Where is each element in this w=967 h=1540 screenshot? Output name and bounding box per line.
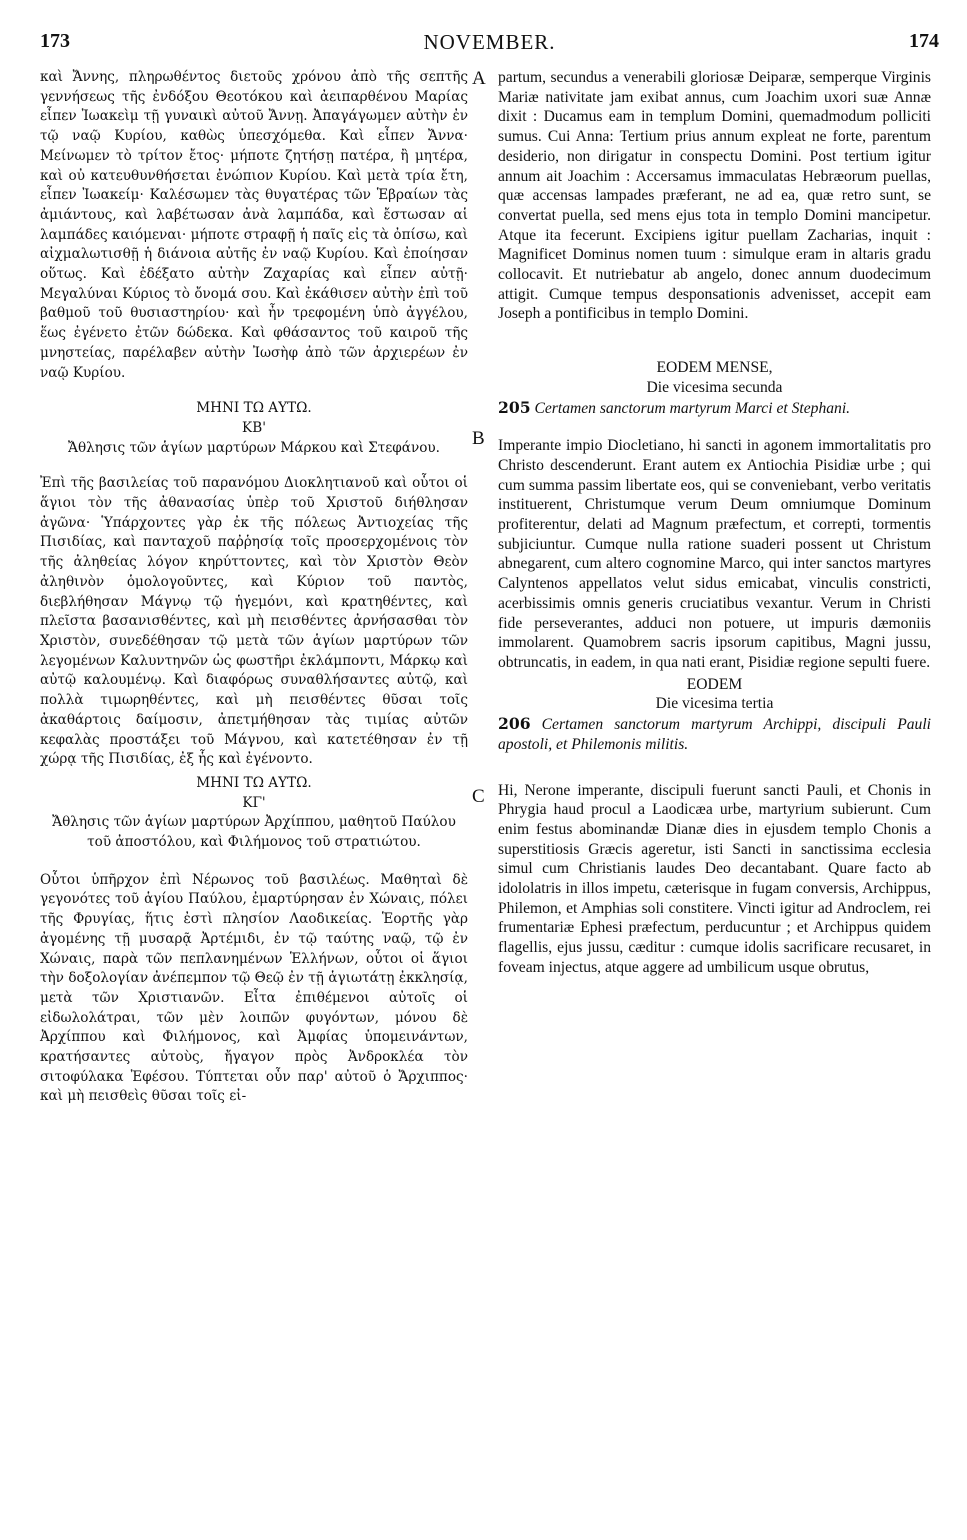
greek-heading-2: ΜΗΝΙ ΤΩ ΑΥΤΩ. [196,774,312,791]
latin-title-2: Certamen sanctorum martyrum Archippi, discipuli Pauli apostoli, et Philemonis militis. [498,716,931,753]
entry-number-206: 206 [498,714,531,734]
margin-marker-c: C [472,786,485,807]
greek-paragraph-1: καὶ Ἄννης, πληρωθέντος διετοῦς χρόνου ἀπὸ τῆς σεπτῆς γεννήσεως τῆς ἐνδόξου Θεοτόκου καὶ ἀειπαρθένου Μαρίας εἶπεν Ἰωακεὶμ τῇ γυναικὶ αὐτοῦ Ἄννῃ. Ἀπαγάγωμεν αὐτὴν ἐν τῷ ναῷ Κυρίου, καθὼς ὑπεσχόμεθα. Καὶ εἶπεν Ἄννα· Μείνωμεν τὸ τρίτον ἔτος· μήποτε ζητήσῃ πατέρα, ἢ μητέρα, καὶ οὐ κατευθυνθήσεται ἐνώπιον Κυρίου. Καὶ μετὰ τρία ἔτη, εἶπεν Ἰωακείμ· Καλέσωμεν τὰς θυγατέρας τῶν Ἑβραίων τὰς ἀμιάντους, καὶ λαβέτωσαν ἀνὰ λαμπάδα, καὶ ἔστωσαν αἱ λαμπάδες καιόμεναι· μήποτε στραφῇ ἡ παῖς εἰς τὰ ὀπίσω, καὶ αἰχμαλωτισθῇ ἡ διάνοια αὐτῆς ἐν ναῷ Κυρίου. Καὶ ἐποίησαν οὕτως. Καὶ ἐδέξατο αὐτὴν Ζαχαρίας καὶ εἶπεν αὐτῇ· Μεγαλύναι Κύριος τὸ ὄνομά σου. Καὶ ἐκάθισεν αὐτὴν ἐπὶ τοῦ βαθμοῦ τοῦ θυσιαστηρίου· καὶ ἦν τρεφομένη ὑπὸ ἀγγέλου, ἕως ἐγένετο ἐτῶν δώδεκα. Καὶ φθάσαντος τοῦ καιροῦ τῆς μνηστείας, παρέλαβεν αὐτὴν Ἰωσὴφ ἀπὸ τῶν ἀρχιερέων ἐν ναῷ Κυρίου. [40,69,468,381]
latin-heading-2: EODEM [686,675,743,693]
page-number-right: 174 [909,30,939,52]
latin-subheading-1: Die vicesima secunda [646,378,783,396]
latin-column [498,68,931,978]
greek-paragraph-2: Ἐπὶ τῆς βασιλείας τοῦ παρανόμου Διοκλητιανοῦ καὶ οὗτοι οἱ ἅγιοι τὸν τῆς ἀθανασίας ὑπὲρ τοῦ Χριστοῦ διήθλησαν ἀγῶνα· Ὑπάρχοντες γὰρ ἐκ τῆς πόλεως Ἀντιοχείας τῆς Πισιδίας, καὶ πανταχοῦ παῤῥησίᾳ τοῖς προσερχομένοις τὸν τῆς ἀληθείας λόγον κηρύττοντες, καὶ τὸν Χριστὸν Θεὸν ἀληθινὸν ὁμολογοῦντες, καὶ Κύριον τοῦ παντὸς, διεβλήθησαν Μάγνῳ τῷ ἡγεμόνι, καὶ κρατηθέντες, καὶ πλεῖστα βασανισθέντες, καὶ μὴ πεισθέντες ἀρνήσασθαι τὸν Χριστὸν, συνεδέθησαν τῷ μετὰ τῶν ἁγίων μαρτύρων τῶν λεγομένων Καλυντηνῶν ὡς φωστῆρι ἐκλάμποντι, Μάρκῳ καὶ αὐτῷ καλουμένῳ. Καὶ διαφόρως συναθλήσαντες αὐτῷ, καὶ πολλὰ τιμωρηθέντες, καὶ μὴ πεισθέντες θῦσαι τοῖς ἀκαθάρτοις δαίμοσιν, ἀπετμήθησαν τὰς τιμίας αὐτῶν κεφαλὰς προστάξει τοῦ Μάγνου, καὶ κατετέθησαν ἐν τῇ χώρᾳ τῆς Πισιδίας, ἐξ ἧς καὶ ἐγένοντο. [40,475,468,768]
greek-paragraph-3: Οὗτοι ὑπῆρχον ἐπὶ Νέρωνος τοῦ βασιλέως. Μαθηταὶ δὲ γεγονότες τοῦ ἁγίου Παύλου, ἐμαρτύρησαν ἐν Χώναις, πόλει τῆς Φρυγίας, ἥτις ἐστὶ πλησίον Λαοδικείας. Ἑορτῆς γὰρ ἀγομένης τῇ μυσαρᾷ Ἀρτέμιδι, ἐν τῷ ταύτης ναῷ, τῷ ἐν Χώναις, παρὰ τῶν πεπλανημένων Ἑλλήνων, οὗτοι οἱ ἅγιοι τὴν δοξολογίαν ἀνέπεμπον τῷ Θεῷ ἐν τῇ ἁγιωτάτῃ ἐκκλησίᾳ, μετὰ τῶν Χριστιανῶν. Εἶτα ἐπιθέμενοι αὐτοῖς οἱ εἰδωλολάτραι, τῶν μὲν λοιπῶν φυγόντων, μόνου δὲ Ἀρχίππου καὶ Φιλήμονος, καὶ Ἀμφίας ὑπομεινάντων, κρατήσαντες αὐτοὺς, ἤγαγον πρὸς Ἀνδροκλέα τὸν σιτοφύλακα Ἐφέσου. Τύπτεται οὖν παρ' αὐτοῦ ὁ Ἄρχιππος· καὶ μὴ πεισθεὶς θῦσαι τοῖς εἰ- [40,871,468,1105]
latin-paragraph-1: partum, secundus a venerabili gloriosæ Deiparæ, semperque Virginis Mariæ nativitate jam exibat annus, cum Joachim uxori suæ Annæ dixit : Ducamus eam in templum Domini, quemadmodum polliciti sumus. Cui Anna: Tertium prius annum expleat ne forte, parentum desiderio, non dirigatur in conspectu Domini. Post tertium igitur annum ait Joachim : Accersamus immaculatas Hebræorum puellas, quæ accensas lampades præferant, ne ad ea, quæ retro sunt, se convertat puella, sed mens ejus tota in templo Domini mancipetur. Atque ita fecerunt. Excipiens igitur puellam Zacharias, inquit : Magnificet Dominus nomen tuum : simulque eram in altaris gradu collocavit. Et nutriebatur ab angelo, donec annum duodecimum attigit. Cumque tempus desponsationis advenisset, accepit eam Joseph a pontificibus in templo Domini. [498,69,931,323]
latin-title-1: Certamen sanctorum martyrum Marci et Stephani. [534,399,851,417]
margin-marker-a: A [472,68,486,89]
greek-column [40,68,468,1107]
latin-entry-2 [498,714,931,754]
latin-entry-1 [498,398,931,419]
entry-number-205: 205 [498,397,531,417]
greek-day-number-2: ΚΓ' [242,794,266,811]
latin-subheading-2: Die vicesima tertia [655,695,774,713]
margin-marker-b: B [472,428,485,449]
latin-paragraph-3: Hi, Nerone imperante, discipuli fuerunt sancti Pauli, et Chonis in Phrygia haud procul a Laodicæa urbe, martyrium subierunt. Cum enim festus abominandæ Dianæ dies in ejusdem templo Chonis a superstitiosis Græcis ageretur, isti Sancti in sanctissima ecclesia simul cum Christianis laudes Deo decantabant. Quare facto ab idololatris in illos impetu, cæterisque in fugam conversis, Archippus, Philemon, et Amphias soli constitere. Vincti igitur ad Androclem, rei frumentariæ Ephesi præfectum, perducuntur ; et Archippus quidem flagellis, ejus jussu, cæditur : cumque idolis sacrificare recusaret, in foveam injectus, atque aggere ad umbilicum usque obrutus, [498,781,931,976]
latin-paragraph-2: Imperante impio Diocletiano, hi sancti in agonem immortalitatis pro Christo descenderunt. Erant autem ex Antiochia Pisidiæ urbe ; qui cum summa passim libertate eos, qui se conveniebant, verbo veritatis instituerent, Christumque verum Deum omniumque Dominum profiterentur, delati ad Magnum præfectum, et correpti, tormentis subjiciuntur. Cumque nulla ratione suaderi possent ut Christum abnegarent, cum altero cognomine Marco, qui inter sanctos martyres Calyntenos appellatos velut sidus emicabat, vinculis constricti, acerbissimis omnis generis cruciatibus vexantur. Verum in Christi fide perseverantes, adduci non potuere, ut impuris dæmoniis immolarent. Quamobrem sacris ipsorum capitibus, Magni jussu, obtruncatis, in eadem, in qua nati erant, Pisidiæ regione sepulti fuere. [498,437,931,671]
running-title: NOVEMBER. [423,30,556,54]
greek-title-1: Ἄθλησις τῶν ἁγίων μαρτύρων Μάρκου καὶ Στεφάνου. [68,439,440,456]
greek-day-number-1: ΚΒ' [242,419,266,436]
latin-heading-1: EODEM MENSE, [656,359,773,377]
page-header [40,30,939,60]
page-number-left: 173 [40,30,70,52]
greek-heading-1: ΜΗΝΙ ΤΩ ΑΥΤΩ. [196,400,312,417]
greek-title-2: Ἄθλησις τῶν ἁγίων μαρτύρων Ἀρχίππου, μαθητοῦ Παύλου τοῦ ἀποστόλου, καὶ Φιλήμονος τοῦ στρατιώτου. [52,814,456,851]
